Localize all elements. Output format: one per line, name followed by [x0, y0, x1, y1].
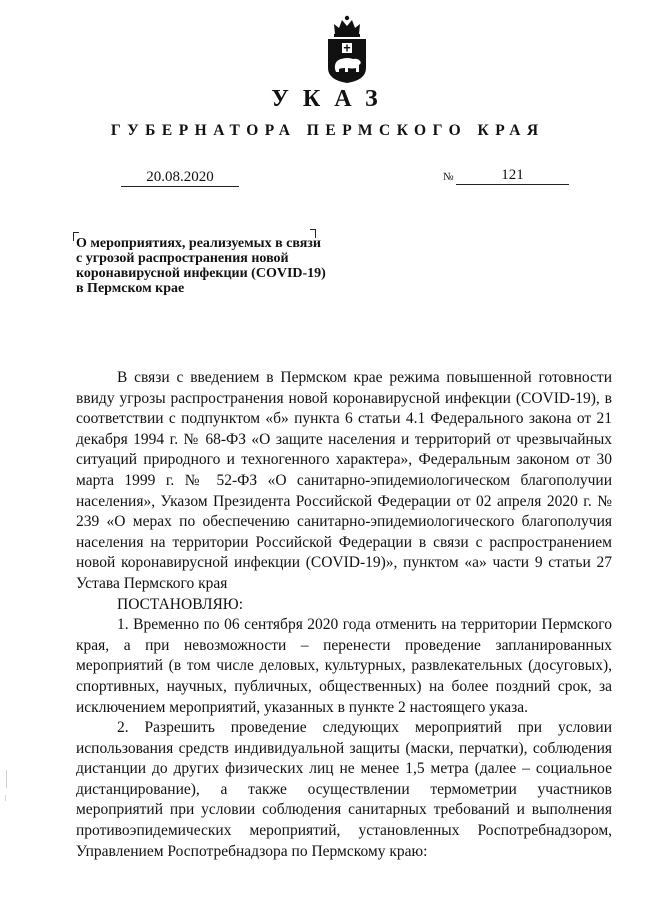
decree-word: ПОСТАНОВЛЯЮ:	[117, 595, 244, 613]
subject-line: в Пермском крае	[76, 281, 185, 296]
crown-icon	[334, 16, 360, 37]
subject-line: коронавирусной инфекции (COVID-19)	[76, 266, 326, 281]
scan-artifact	[6, 770, 7, 788]
subject-line: О мероприятиях, реализуемых в связи	[76, 236, 321, 251]
preamble-paragraph: В связи с введением в Пермском крае режима повышенной готовности ввиду угрозы распространения новой коронавирусной инфекции (COVID-19), в соответствии с подпунктом «б» пункта 6 статьи 4.1 Федерального закона от 21 декабря 1994 г. № 68-ФЗ «О защите населения и территорий от чрезвычайных ситуаций природного и техногенного характера», Федеральным законом от 30 марта 1999 г. № 52-ФЗ «О санитарно-эпидемиологическом благополучии населения», Указом Президента Российской Федерации от 02 апреля 2020 г. № 239 «О мерах по обеспечению санитарно-эпидемиологического благополучия населения на территории Российской Федерации в связи с распространением новой коронавирусной инфекции (COVID-19)», пунктом «а» части 9 статьи 27 Устава Пермского края	[76, 369, 612, 592]
bear-icon	[335, 58, 361, 72]
subject-line: с угрозой распространения новой	[76, 251, 289, 266]
document-title: УКАЗ	[271, 86, 392, 112]
document-date: 20.08.2020	[121, 168, 239, 187]
document-number: 121	[456, 166, 569, 185]
scan-artifact	[5, 795, 6, 801]
document-subject	[76, 236, 376, 296]
number-sign: №	[443, 171, 454, 183]
document-body	[76, 368, 612, 862]
document-issuer: ГУБЕРНАТОРА ПЕРМСКОГО КРАЯ	[110, 122, 545, 139]
item-1-paragraph: 1. Временно по 06 сентября 2020 года отменить на территории Пермского края, а при невозможности – перенести проведение запланированных мероприятий (в том числе деловых, культурных, развлекательных (досуговых), спортивных, научных, публичных, общественных) на более поздний срок, за исключением мероприятий, указанных в пункте 2 настоящего указа.	[76, 616, 612, 716]
perm-krai-coat-of-arms-icon	[324, 14, 370, 84]
item-2-paragraph: 2. Разрешить проведение следующих мероприятий при условии использования средств индивидуальной защиты (маски, перчатки), соблюдения дистанции до других физических лиц не менее 1,5 метра (далее – социальное дистанцирование), а также осуществлении термометрии участников мероприятий при условии соблюдения санитарных требований и выполнения противоэпидемических мероприятий, установленных Роспотребнадзором, Управлением Роспотребнадзора по Пермскому краю:	[76, 719, 612, 860]
